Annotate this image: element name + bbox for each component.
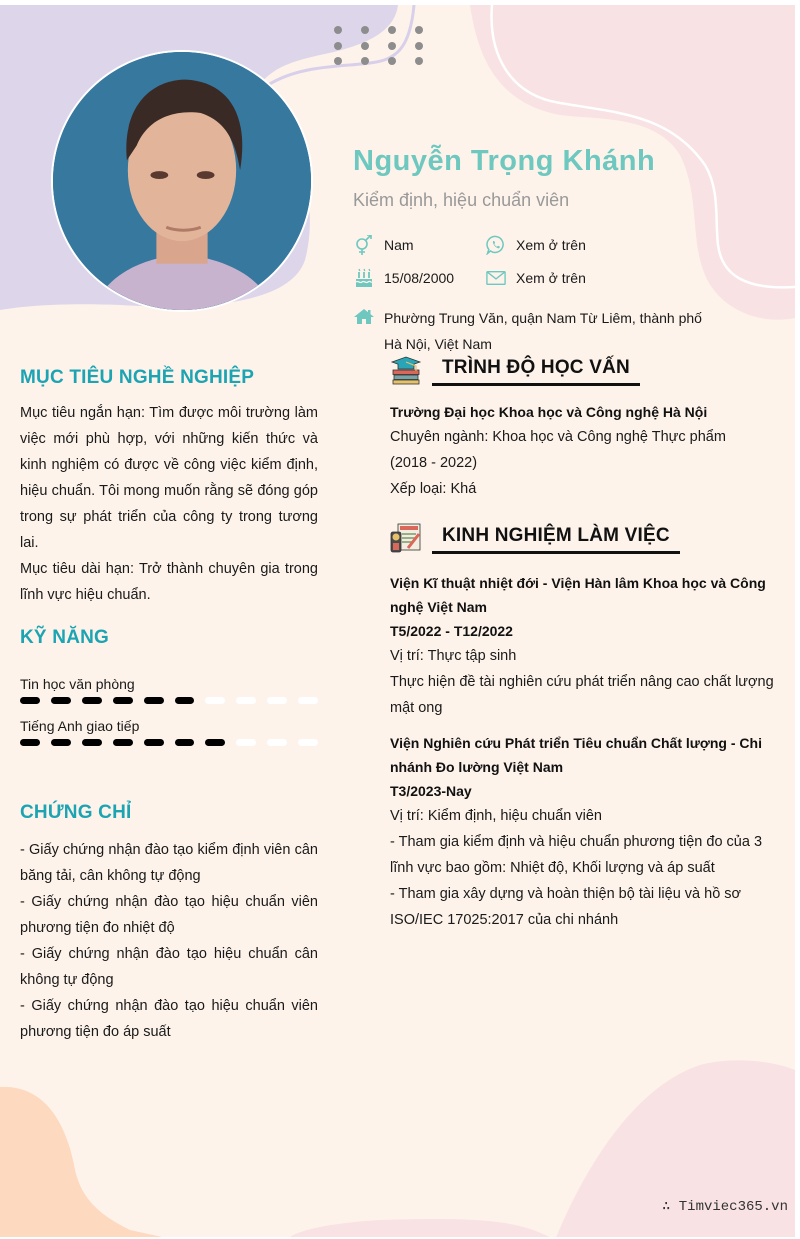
birthday-row bbox=[353, 268, 454, 288]
education-major: Chuyên ngành: Khoa học và Công nghệ Thực phẩm bbox=[390, 429, 726, 445]
skill-dot-filled bbox=[113, 739, 133, 746]
skill-dot-empty bbox=[267, 697, 287, 704]
email-row bbox=[485, 268, 586, 288]
job-detail: - Tham gia kiểm định và hiệu chuẩn phương tiện đo của 3 lĩnh vực bao gồm: Nhiệt độ, Khối lượng và áp suất bbox=[390, 834, 763, 876]
watermark: ∴ Timviec365.vn bbox=[661, 1199, 788, 1215]
envelope-icon bbox=[485, 268, 507, 288]
skill-dot-filled bbox=[144, 697, 164, 704]
address-value: Phường Trung Văn, quận Nam Từ Liêm, thành phố Hà Nội, Việt Nam bbox=[384, 310, 702, 352]
certificates-section bbox=[20, 802, 318, 1045]
skill-dot-filled bbox=[144, 739, 164, 746]
education-title: TRÌNH ĐỘ HỌC VẤN bbox=[442, 357, 630, 378]
candidate-job-title: Kiểm định, hiệu chuẩn viên bbox=[353, 190, 570, 210]
skill-dot-empty bbox=[267, 739, 287, 746]
skills-section bbox=[20, 627, 318, 746]
job-period: T3/2023-Nay bbox=[390, 783, 472, 799]
skill-dot-empty bbox=[298, 697, 318, 704]
cv-page bbox=[0, 5, 795, 1237]
skill-level-bar bbox=[20, 739, 318, 746]
skill-item bbox=[20, 676, 318, 704]
skill-item bbox=[20, 718, 318, 746]
phone-row bbox=[485, 235, 586, 255]
skill-dot-empty bbox=[236, 697, 256, 704]
experience-section bbox=[390, 518, 775, 933]
certificate-item: - Giấy chứng nhận đào tạo hiệu chuẩn viên phương tiện đo nhiệt độ bbox=[20, 894, 318, 936]
email-value: Xem ở trên bbox=[516, 270, 586, 286]
education-section bbox=[390, 350, 775, 502]
skills-title: KỸ NĂNG bbox=[20, 627, 110, 648]
job-position: Vị trí: Thực tập sinh bbox=[390, 648, 517, 664]
job-entry bbox=[390, 571, 775, 721]
skill-name: Tiếng Anh giao tiếp bbox=[20, 718, 140, 734]
experience-title: KINH NGHIỆM LÀM VIỆC bbox=[442, 525, 670, 546]
skill-name: Tin học văn phòng bbox=[20, 676, 135, 692]
skill-dot-filled bbox=[205, 739, 225, 746]
birthday-cake-icon bbox=[353, 268, 375, 288]
skill-dot-filled bbox=[82, 739, 102, 746]
skill-dot-filled bbox=[20, 697, 40, 704]
gender-row bbox=[353, 235, 414, 255]
skill-dot-filled bbox=[113, 697, 133, 704]
experience-header bbox=[390, 518, 775, 554]
work-document-icon bbox=[390, 522, 422, 554]
skill-dot-filled bbox=[82, 697, 102, 704]
education-header bbox=[390, 350, 775, 386]
skill-level-bar bbox=[20, 697, 318, 704]
birthday-value: 15/08/2000 bbox=[384, 270, 455, 286]
objective-long-term: Mục tiêu dài hạn: Trở thành chuyên gia trong lĩnh vực hiệu chuẩn. bbox=[20, 561, 318, 603]
skill-dot-filled bbox=[20, 739, 40, 746]
job-period: T5/2022 - T12/2022 bbox=[390, 623, 513, 639]
job-detail: - Tham gia xây dựng và hoàn thiện bộ tài liệu và hồ sơ ISO/IEC 17025:2017 của chi nhánh bbox=[390, 886, 742, 928]
skill-dot-empty bbox=[298, 739, 318, 746]
job-company: Viện Nghiên cứu Phát triển Tiêu chuẩn Chất lượng - Chi nhánh Đo lường Việt Nam bbox=[390, 735, 762, 775]
phone-value: Xem ở trên bbox=[516, 237, 586, 253]
certificate-item: - Giấy chứng nhận đào tạo kiểm định viên cân băng tải, cân không tự động bbox=[20, 842, 318, 884]
gender-value: Nam bbox=[384, 237, 414, 253]
objective-short-term: Mục tiêu ngắn hạn: Tìm được môi trường làm việc mới phù hợp, với những kiến thức và kinh nghiệm có được về công việc kiểm định, hiệu chuẩn. Tôi mong muốn rằng sẽ đóng góp trong sự phát triển của công ty trong tương lai. bbox=[20, 405, 318, 551]
job-detail: Thực hiện đề tài nghiên cứu phát triển nâng cao chất lượng mật ong bbox=[390, 674, 774, 716]
skill-dot-empty bbox=[205, 697, 225, 704]
gender-icon bbox=[353, 235, 375, 255]
home-icon bbox=[353, 307, 375, 327]
skill-dot-empty bbox=[236, 739, 256, 746]
certificate-item: - Giấy chứng nhận đào tạo hiệu chuẩn viên phương tiện đo áp suất bbox=[20, 998, 318, 1040]
candidate-name: Nguyễn Trọng Khánh bbox=[353, 145, 656, 177]
certificate-item: - Giấy chứng nhận đào tạo hiệu chuẩn cân không tự động bbox=[20, 946, 318, 988]
objective-title: MỤC TIÊU NGHỀ NGHIỆP bbox=[20, 367, 255, 388]
graduation-books-icon bbox=[390, 354, 422, 386]
job-position: Vị trí: Kiểm định, hiệu chuẩn viên bbox=[390, 808, 602, 824]
skill-dot-filled bbox=[51, 697, 71, 704]
avatar-photo bbox=[51, 50, 313, 312]
education-period: (2018 - 2022) bbox=[390, 455, 478, 471]
whatsapp-phone-icon bbox=[485, 235, 507, 255]
job-entry bbox=[390, 731, 775, 933]
certificates-title: CHỨNG CHỈ bbox=[20, 802, 132, 823]
education-school: Trường Đại học Khoa học và Công nghệ Hà Nội bbox=[390, 404, 708, 420]
skill-dot-filled bbox=[51, 739, 71, 746]
education-grade: Xếp loại: Khá bbox=[390, 481, 477, 497]
objective-section bbox=[20, 367, 318, 608]
skill-dot-filled bbox=[175, 739, 195, 746]
skill-dot-filled bbox=[175, 697, 195, 704]
job-company: Viện Kĩ thuật nhiệt đới - Viện Hàn lâm Khoa học và Công nghệ Việt Nam bbox=[390, 575, 766, 615]
